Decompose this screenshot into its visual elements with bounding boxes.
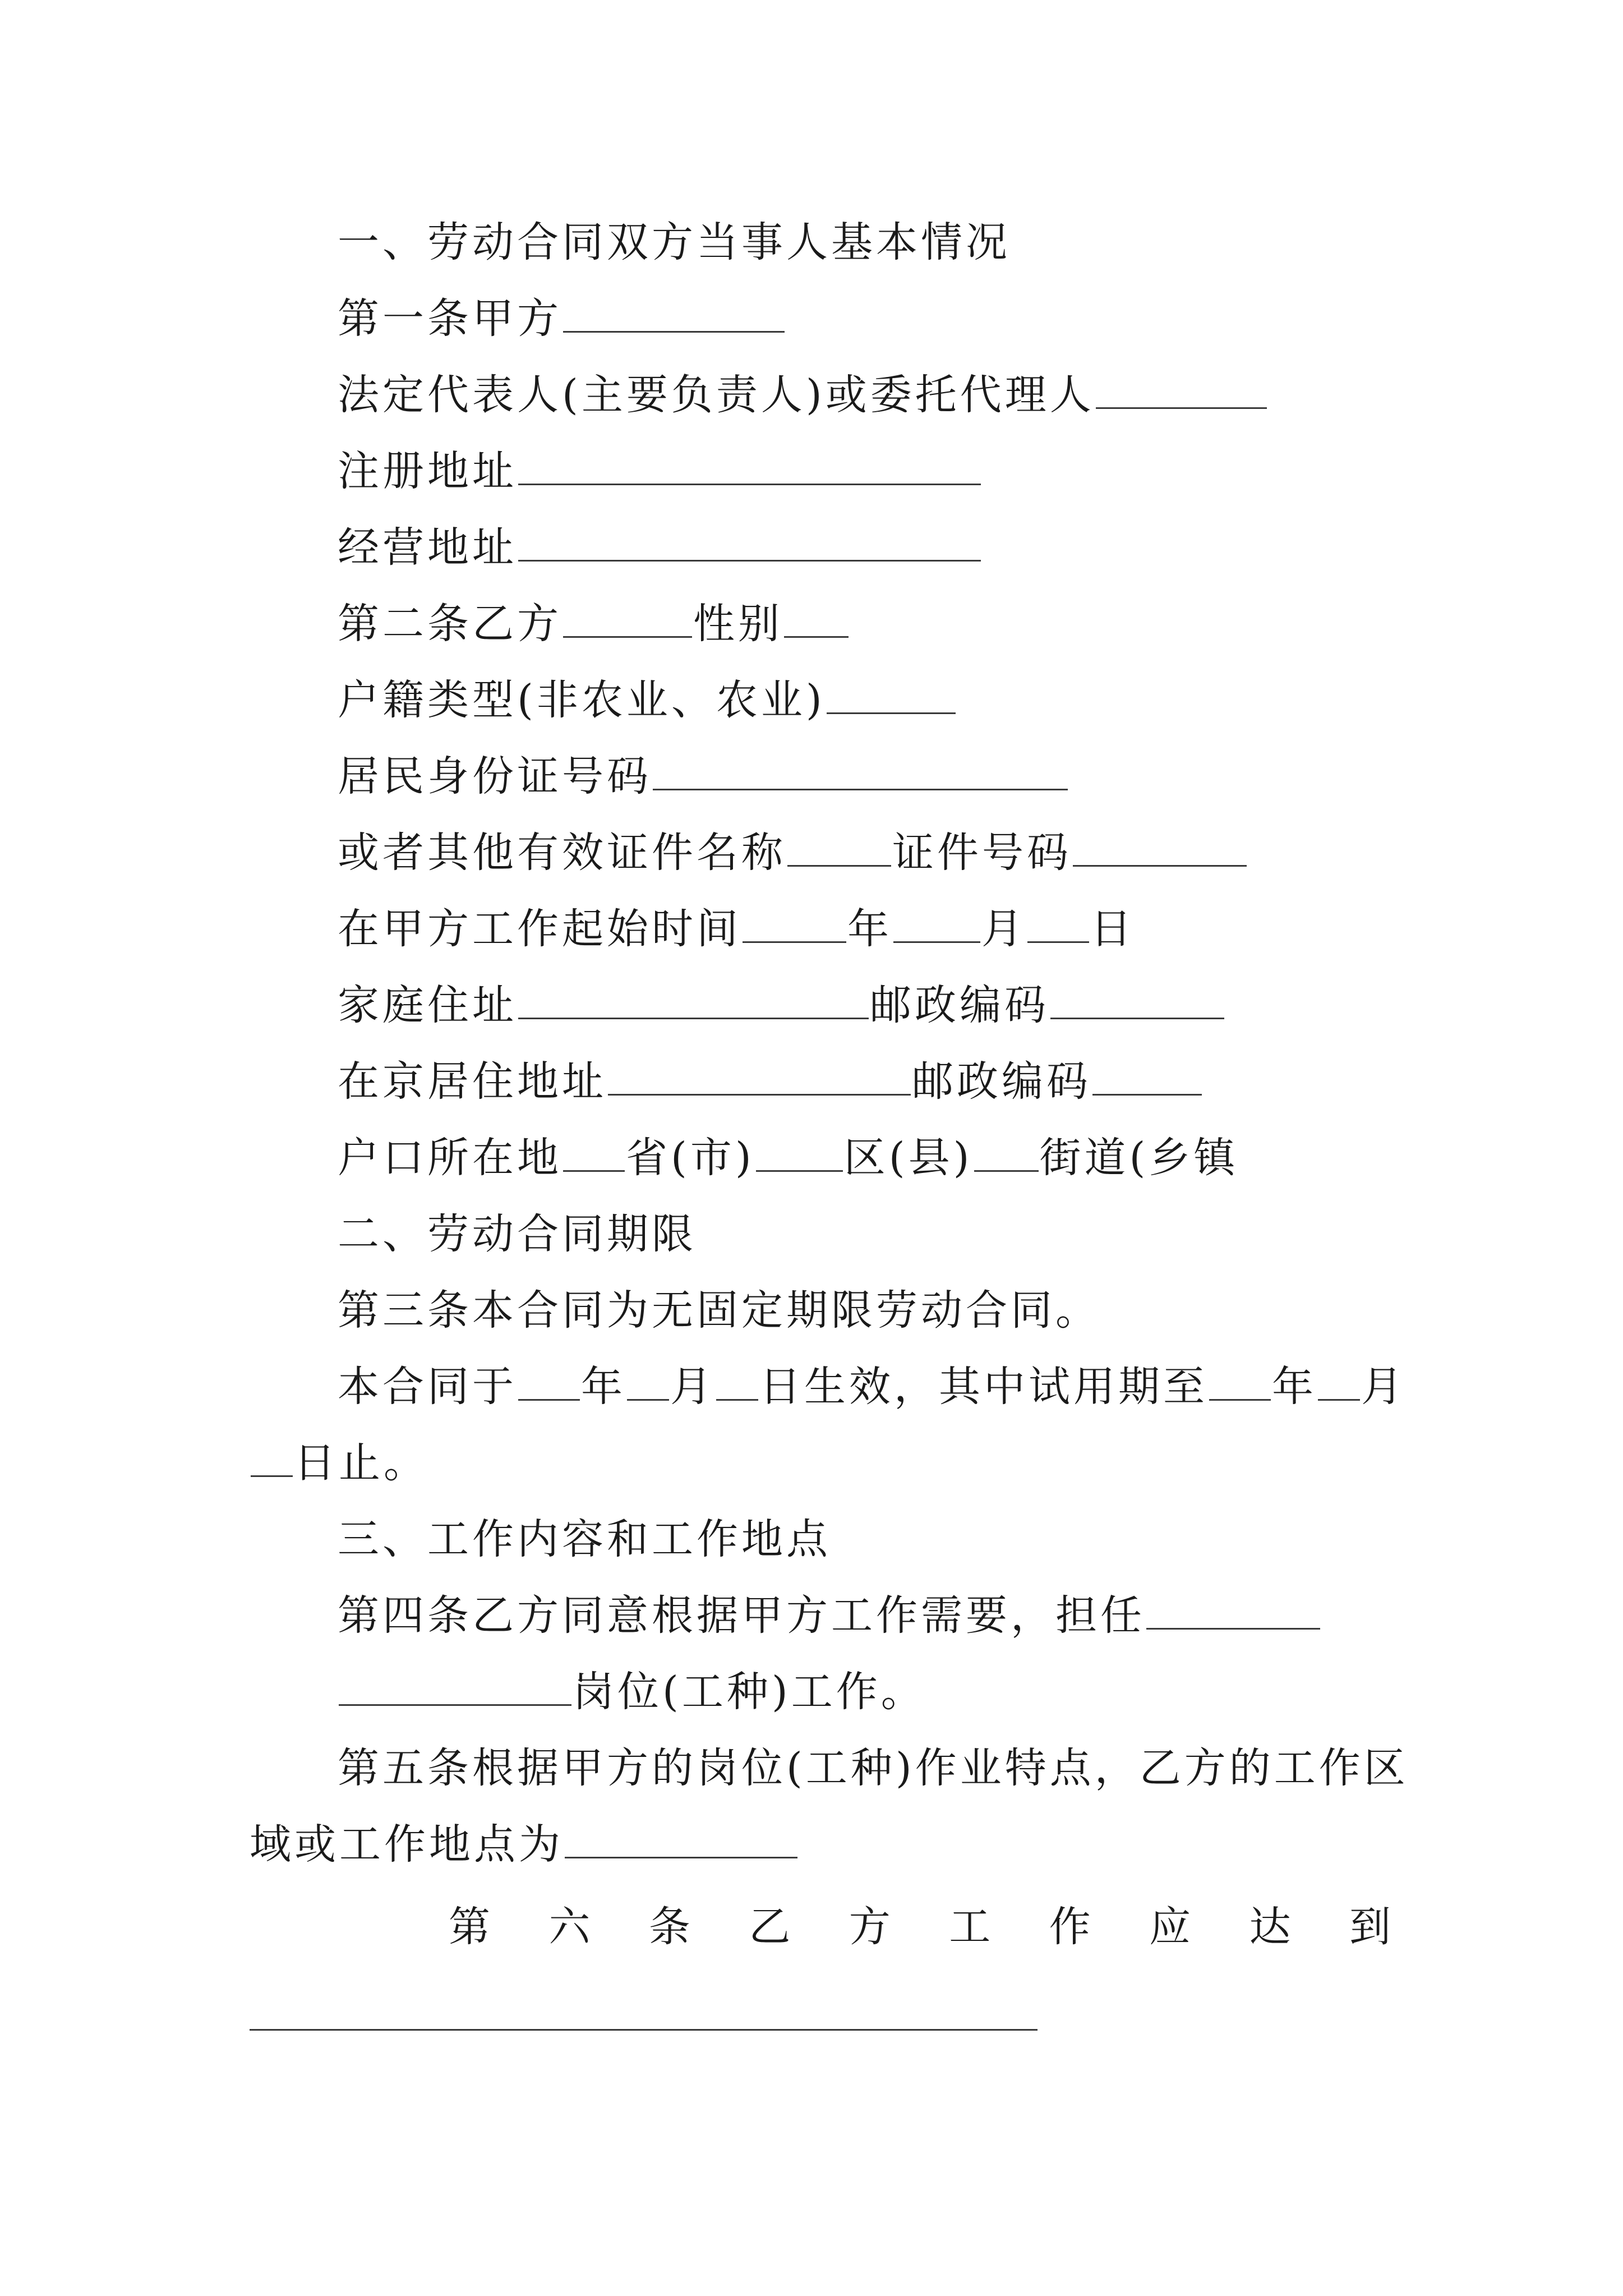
fill-blank[interactable]: [1073, 826, 1247, 867]
article-5-location-line: 域或工作地点为: [250, 1816, 799, 1872]
fill-blank[interactable]: [1146, 1589, 1320, 1630]
fill-blank[interactable]: [627, 1360, 669, 1401]
fill-blank[interactable]: [716, 1360, 758, 1401]
article-4-position-line: 岗位(工种)工作。: [338, 1664, 926, 1720]
fill-blank[interactable]: [1050, 978, 1224, 1019]
household-type-line: 户籍类型(非农业、农业): [338, 672, 957, 728]
home-address-line: 家庭住址 邮政编码: [338, 977, 1225, 1033]
fill-blank[interactable]: [784, 597, 849, 638]
fill-blank[interactable]: [608, 1055, 911, 1096]
article-3-line: 第三条本合同为无固定期限劳动合同。: [338, 1286, 1100, 1335]
fill-blank[interactable]: [756, 1131, 843, 1172]
fill-blank[interactable]: [787, 826, 891, 867]
fill-blank[interactable]: [563, 1131, 625, 1172]
effective-date-line: 本合同于 年 月 日生效，其中试用期至 年 月: [338, 1359, 1406, 1415]
fill-blank[interactable]: [893, 902, 980, 943]
business-address-line: 经营地址: [338, 519, 982, 576]
id-number-line: 居民身份证号码: [338, 748, 1069, 804]
fill-blank[interactable]: [565, 1818, 797, 1858]
article-2-party-b: 第二条乙方 性别: [338, 596, 850, 652]
fill-blank[interactable]: [563, 292, 785, 333]
section-heading-2: 二、劳动合同期限: [338, 1210, 697, 1258]
fill-blank[interactable]: [251, 1436, 293, 1477]
article-5-line: 第五条根据甲方的岗位(工种)作业特点，乙方的工作区: [338, 1744, 1409, 1792]
article-1-party-a: 第一条甲方: [338, 291, 786, 347]
fill-blank[interactable]: [1092, 1055, 1202, 1096]
fill-blank[interactable]: [518, 1360, 580, 1401]
fill-blank[interactable]: [1318, 1360, 1360, 1401]
fill-blank[interactable]: [1027, 902, 1089, 943]
fill-blank[interactable]: [563, 597, 692, 638]
legal-representative-line: 法定代表人(主要负责人)或委托代理人: [338, 367, 1268, 423]
hukou-location-line: 户口所在地 省(市) 区(县) 街道(乡镇: [338, 1130, 1238, 1186]
other-id-line: 或者其他有效证件名称 证件号码: [338, 825, 1248, 881]
section-heading-3: 三、工作内容和工作地点: [338, 1515, 831, 1563]
fill-blank[interactable]: [339, 1665, 571, 1706]
probation-end-line: 日止。: [250, 1435, 428, 1491]
fill-blank[interactable]: [518, 444, 981, 485]
fill-blank[interactable]: [827, 673, 956, 714]
article-6-line: 第 六 条 乙 方 工 作 应 达 到: [449, 1903, 1391, 1951]
fill-blank[interactable]: [1209, 1360, 1271, 1401]
start-date-line: 在甲方工作起始时间 年 月 日: [338, 901, 1135, 957]
registered-address-line: 注册地址: [338, 443, 982, 499]
fill-blank[interactable]: [1096, 368, 1267, 409]
fill-blank[interactable]: [974, 1131, 1039, 1172]
fill-blank[interactable]: [743, 902, 846, 943]
fill-blank[interactable]: [653, 749, 1068, 790]
fill-blank[interactable]: [518, 521, 981, 562]
fill-blank[interactable]: [518, 978, 869, 1019]
fill-blank-long[interactable]: [250, 2029, 1038, 2031]
article-4-line: 第四条乙方同意根据甲方工作需要，担任: [338, 1588, 1321, 1644]
beijing-address-line: 在京居住地址 邮政编码: [338, 1053, 1203, 1110]
section-heading-1: 一、劳动合同双方当事人基本情况: [338, 218, 1011, 266]
